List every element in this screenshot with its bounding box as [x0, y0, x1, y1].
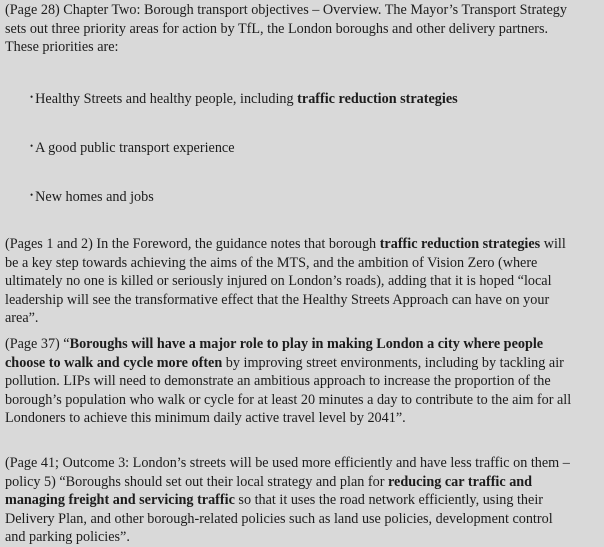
- priority-item: [30, 186, 154, 207]
- bullet-icon: •: [30, 141, 34, 151]
- bold-text-run: traffic reduction strategies: [379, 236, 541, 252]
- bold-text-run: managing freight and servicing traffic: [5, 492, 235, 508]
- page41-line: [5, 473, 570, 492]
- intro-line: sets out three priority areas for action by TfL, the London boroughs and other delivery partners.: [5, 20, 549, 37]
- priority-item: [30, 88, 458, 109]
- priority-text: Healthy Streets and healthy people, including: [35, 91, 298, 107]
- priority-text: A good public transport experience: [35, 140, 235, 156]
- foreword-line: [5, 235, 566, 254]
- text-run: by improving street environments, including by tackling air: [222, 354, 564, 371]
- bold-text-run: choose to walk and cycle more often: [5, 354, 223, 371]
- page41-line: and parking policies”.: [5, 529, 130, 545]
- page37-paragraph: [5, 335, 571, 428]
- intro-paragraph: [5, 1, 567, 57]
- priority-item: [30, 137, 235, 158]
- bullet-icon: •: [30, 92, 34, 102]
- foreword-line: ultimately no one is killed or seriously injured on London’s roads), adding that it is hoped “local: [5, 273, 552, 289]
- page37-line: pollution. LIPs will need to demonstrate an ambitious approach to increase the proportion of the: [5, 373, 551, 389]
- foreword-line: area”.: [5, 310, 39, 326]
- page37-line: borough’s population who walk or cycle for at least 20 minutes a day to contribute to the aim for all: [5, 391, 572, 408]
- bullet-icon: •: [30, 190, 34, 200]
- page37-line: [5, 335, 571, 354]
- text-run: (Pages 1 and 2) In the Foreword, the guidance notes that borough: [5, 236, 380, 252]
- page37-line: [5, 354, 571, 373]
- text-run: so that it uses the road network efficiently, using their: [234, 492, 543, 508]
- page41-line: [5, 491, 570, 510]
- page37-line: Londoners to achieve this minimum daily active travel level by 2041”.: [5, 410, 406, 426]
- text-run: (Page 37) “: [5, 336, 70, 352]
- priority-text: New homes and jobs: [35, 189, 154, 205]
- bold-text-run: Boroughs will have a major role to play in making London a city where people: [69, 336, 544, 352]
- intro-line: These priorities are:: [5, 39, 119, 55]
- text-run: will: [540, 236, 566, 252]
- page41-paragraph: [5, 454, 570, 547]
- intro-line: (Page 28) Chapter Two: Borough transport objectives – Overview. The Mayor’s Transport Strategy: [5, 2, 567, 18]
- text-run: policy 5) “Boroughs should set out their local strategy and plan for: [5, 473, 388, 490]
- foreword-paragraph: [5, 235, 566, 328]
- foreword-line: be a key step towards achieving the aims of the MTS, and the ambition of Vision Zero (where: [5, 254, 538, 271]
- page41-line: (Page 41; Outcome 3: London’s streets will be used more efficiently and have less traffic on them –: [5, 455, 570, 471]
- bold-text-run: reducing car traffic and: [387, 473, 533, 490]
- priority-bold-text: traffic reduction strategies: [297, 91, 458, 107]
- foreword-line: leadership will see the transformative effect that the Healthy Streets Approach can have on your: [5, 291, 550, 308]
- page41-line: Delivery Plan, and other borough-related policies such as land use policies, development control: [5, 510, 553, 527]
